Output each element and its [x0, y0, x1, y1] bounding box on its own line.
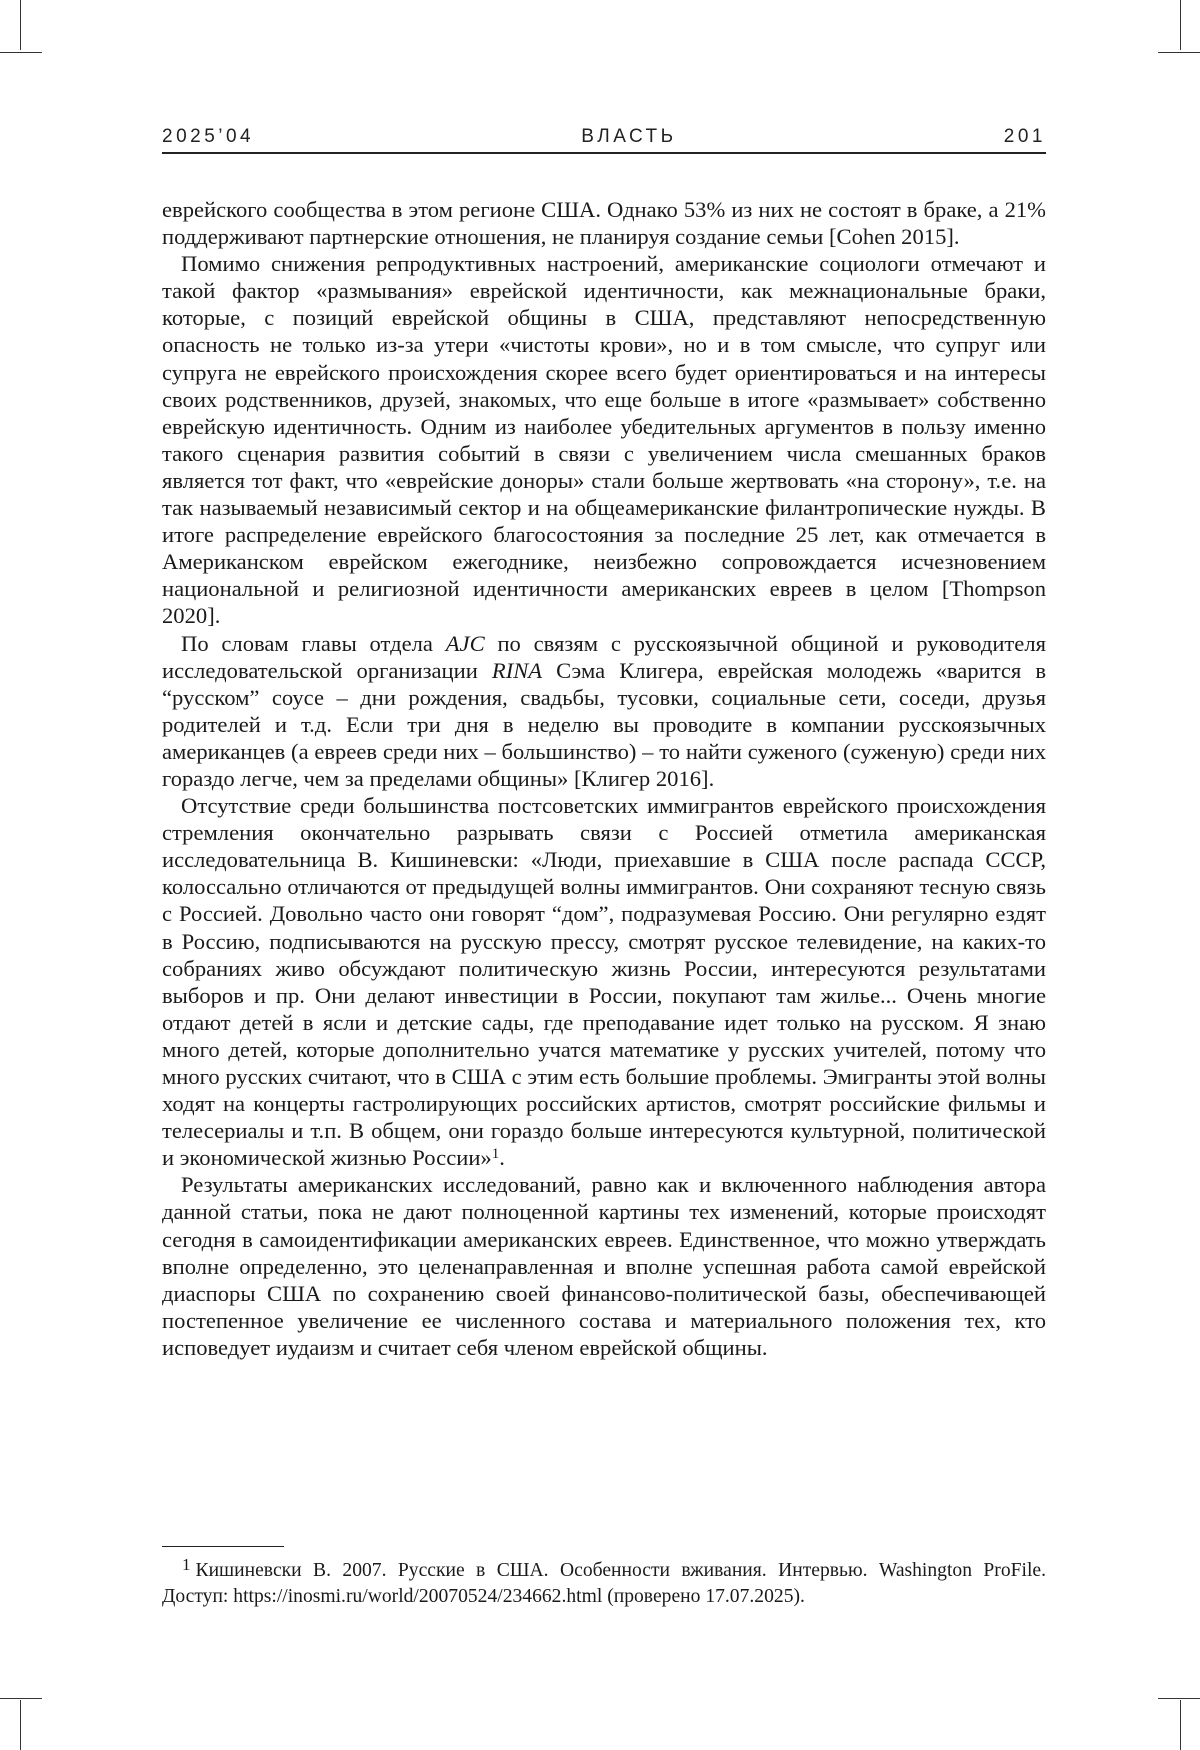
footnote-mark: 1 [182, 1555, 191, 1574]
crop-mark-bottom-right [1180, 1700, 1181, 1750]
crop-mark-bottom-left-h [0, 1698, 42, 1699]
rina-abbreviation: RINA [491, 657, 543, 683]
crop-mark-top-left [20, 0, 21, 50]
running-head [162, 126, 1046, 148]
crop-mark-top-right [1180, 0, 1181, 50]
paragraph-4 [162, 792, 1046, 1171]
crop-mark-top-left-h [0, 52, 42, 53]
footnote-reference[interactable]: 1 [491, 1146, 500, 1163]
header-rule [162, 152, 1046, 154]
paragraph-4-text: Отсутствие среди большинства постсоветских иммигрантов еврейского происхождения стремления окончательно разрывать связи с Россией отметила американская исследовательница В. Кишиневски: «Люди, приехавшие в США после распада СССР, колоссально отличаются от предыдущей волны иммигрантов. Они сохраняют тесную связь с Россией. Довольно часто они говорят “дом”, подразумевая Россию. Они регулярно ездят в Россию, подписываются на русскую прессу, смотрят русское телевидение, на каких-то собраниях живо обсуждают политическую жизнь России, интересуются результатами выборов и пр. Они делают инвестиции в России, покупают там жилье... Очень многие отдают детей в ясли и детские сады, где преподавание идет только на русском. Я знаю много детей, которые дополнительно учатся математике у русских учителей, потому что много русских считают, что в США с этим есть большие проблемы. Эмигранты этой волны ходят на концерты гастролирующих российских артистов, смотрят российские фильмы и телесериалы и т.п. В общем, они гораздо больше интересуются культурной, политической и экономической жизнью России» [162, 793, 1046, 1171]
crop-mark-bottom-left [20, 1700, 21, 1750]
footnote-text: Кишиневски В. 2007. Русские в США. Особенности вживания. Интервью. Washington ProFile. Доступ: https://inosmi.ru/world/20070524/234662.html (проверено 17.07.2025). [162, 1560, 1046, 1607]
paragraph-5: Результаты американских исследований, равно как и включенного наблюдения автора данной статьи, пока не дают полноценной картины тех изменений, которые происходят сегодня в самоидентификации американских евреев. Единственное, что можно утверждать вполне определенно, это целенаправленная и вполне успешная работа самой еврейской диаспоры США по сохранению своей финансово-политической базы, обеспечивающей постепенное увеличение ее численного состава и материального положения тех, кто исповедует иудаизм и считает себя членом еврейской общины. [162, 1172, 1046, 1360]
paragraph-1: еврейского сообщества в этом регионе США. Однако 53% из них не состоят в браке, а 21% поддерживают партнерские отношения, не планируя создание семьи [Cohen 2015]. [162, 197, 1046, 250]
crop-mark-top-right-h [1158, 52, 1200, 53]
footnote-rule [162, 1546, 284, 1547]
issue-number: 2025’04 [162, 126, 255, 147]
paragraph-2: Помимо снижения репродуктивных настроений, американские социологи отмечают и такой фактор «размывания» еврейской идентичности, как межнациональные браки, которые, с позиций еврейской общины в США, представляют непосредственную опасность не только из-за утери «чистоты крови», но и в том смысле, что супруг или супруга не еврейского происхождения скорее всего будет ориентироваться и на интересы своих родственников, друзей, знакомых, что еще больше в итоге «размывает» собственно еврейскую идентичность. Одним из наиболее убедительных аргументов в пользу именно такого сценария развития событий в связи с увеличением числа смешанных браков является тот факт, что «еврейские доноры» стали больше жертвовать «на сторону», т.е. на так называемый независимый сектор и на общеамериканские филантропические нужды. В итоге распределение еврейского благосостояния за последние 25 лет, как отмечается в Американском еврейском ежегоднике, неизбежно сопровождается исчезновением национальной и религиозной идентичности американских евреев в целом [Thompson 2020]. [162, 251, 1046, 629]
footnote [162, 1555, 1046, 1610]
ajc-abbreviation: AJC [445, 630, 485, 656]
paragraph-4-end: . [499, 1145, 505, 1171]
paragraph-3 [162, 630, 1046, 793]
journal-title: ВЛАСТЬ [581, 126, 677, 147]
paragraph-3-part-a: По словам главы отдела [181, 630, 446, 656]
page-number: 201 [1003, 126, 1046, 147]
article-body [162, 196, 1046, 1361]
paragraph-3-part-b: по связям с русскоязычной общиной и руководителя исследовательской организации [162, 630, 1046, 683]
crop-mark-bottom-right-h [1158, 1698, 1200, 1699]
paragraph-3-part-c: Сэма Клигера, еврейская молодежь «варится в “русском” соусе – дни рождения, свадьбы, тусовки, социальные сети, соседи, друзья родителей и т.д. Если три дня в неделю вы проводите в компании русскоязычных американцев (а евреев среди них – большинство) – то найти суженого (суженую) среди них гораздо легче, чем за пределами общины» [Клигер 2016]. [162, 657, 1046, 791]
